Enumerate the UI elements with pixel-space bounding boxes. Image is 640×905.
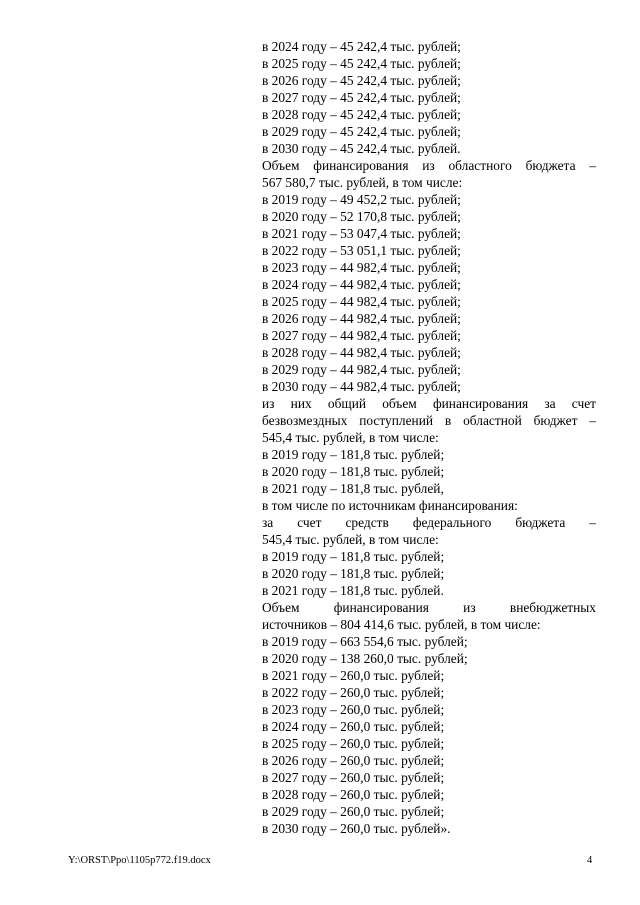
text-line: в 2024 году – 260,0 тыс. рублей; (262, 719, 445, 734)
text-line: в 2025 году – 44 982,4 тыс. рублей; (262, 294, 461, 309)
text-line: 567 580,7 тыс. рублей, в том числе: (262, 175, 463, 190)
text-line: в 2025 году – 45 242,4 тыс. рублей; (262, 56, 461, 71)
text-line: в 2020 году – 181,8 тыс. рублей; (262, 566, 445, 581)
text-line: в 2024 году – 44 982,4 тыс. рублей; (262, 277, 461, 292)
document-body (262, 38, 596, 837)
text-line: в 2027 году – 44 982,4 тыс. рублей; (262, 328, 461, 343)
text-line: в 2027 году – 260,0 тыс. рублей; (262, 770, 445, 785)
text-line: в 2023 году – 44 982,4 тыс. рублей; (262, 260, 461, 275)
text-line: в 2020 году – 181,8 тыс. рублей; (262, 464, 445, 479)
text-line: в 2020 году – 138 260,0 тыс. рублей; (262, 651, 468, 666)
text-line: в 2020 году – 52 170,8 тыс. рублей; (262, 209, 461, 224)
text-line: в 2021 году – 53 047,4 тыс. рублей; (262, 226, 461, 241)
text-line: в 2030 году – 45 242,4 тыс. рублей. (262, 141, 461, 156)
text-line: в 2019 году – 49 452,2 тыс. рублей; (262, 192, 461, 207)
text-line: в 2030 году – 44 982,4 тыс. рублей; (262, 379, 461, 394)
text-line: в 2029 году – 45 242,4 тыс. рублей; (262, 124, 461, 139)
text-line: в 2029 году – 44 982,4 тыс. рублей; (262, 362, 461, 377)
text-line: в 2022 году – 260,0 тыс. рублей; (262, 685, 445, 700)
text-line: в 2024 году – 45 242,4 тыс. рублей; (262, 39, 461, 54)
text-line: в 2019 году – 181,8 тыс. рублей; (262, 447, 445, 462)
text-line: Объем финансирования из внебюджетных (262, 600, 596, 615)
text-line: источников – 804 414,6 тыс. рублей, в том числе: (262, 617, 541, 632)
text-line: безвозмездных поступлений в областной бюджет – (262, 413, 596, 428)
text-line: в 2028 году – 260,0 тыс. рублей; (262, 787, 445, 802)
text-line: за счет средств федерального бюджета – (262, 515, 596, 530)
text-line: в 2021 году – 260,0 тыс. рублей; (262, 668, 445, 683)
text-line: Объем финансирования из областного бюджета – (262, 158, 596, 173)
text-line: в 2022 году – 53 051,1 тыс. рублей; (262, 243, 461, 258)
footer-file-path: Y:\ORST\Ppo\1105p772.f19.docx (68, 855, 211, 866)
text-line: в 2029 году – 260,0 тыс. рублей; (262, 804, 445, 819)
text-line: в 2030 году – 260,0 тыс. рублей». (262, 821, 451, 836)
text-line: в 2026 году – 260,0 тыс. рублей; (262, 753, 445, 768)
text-line: в 2021 году – 181,8 тыс. рублей. (262, 583, 444, 598)
text-line: 545,4 тыс. рублей, в том числе: (262, 430, 439, 445)
text-line: в 2028 году – 45 242,4 тыс. рублей; (262, 107, 461, 122)
text-line: в 2026 году – 45 242,4 тыс. рублей; (262, 73, 461, 88)
text-line: в 2019 году – 663 554,6 тыс. рублей; (262, 634, 468, 649)
text-line: из них общий объем финансирования за счет (262, 396, 596, 411)
text-line: в 2026 году – 44 982,4 тыс. рублей; (262, 311, 461, 326)
text-line: в 2023 году – 260,0 тыс. рублей; (262, 702, 445, 717)
text-line: в том числе по источникам финансирования: (262, 498, 518, 513)
text-line: в 2021 году – 181,8 тыс. рублей, (262, 481, 444, 496)
text-line: в 2028 году – 44 982,4 тыс. рублей; (262, 345, 461, 360)
text-line: 545,4 тыс. рублей, в том числе: (262, 532, 439, 547)
text-line: в 2025 году – 260,0 тыс. рублей; (262, 736, 445, 751)
page-number: 4 (587, 855, 593, 866)
text-line: в 2027 году – 45 242,4 тыс. рублей; (262, 90, 461, 105)
text-line: в 2019 году – 181,8 тыс. рублей; (262, 549, 445, 564)
